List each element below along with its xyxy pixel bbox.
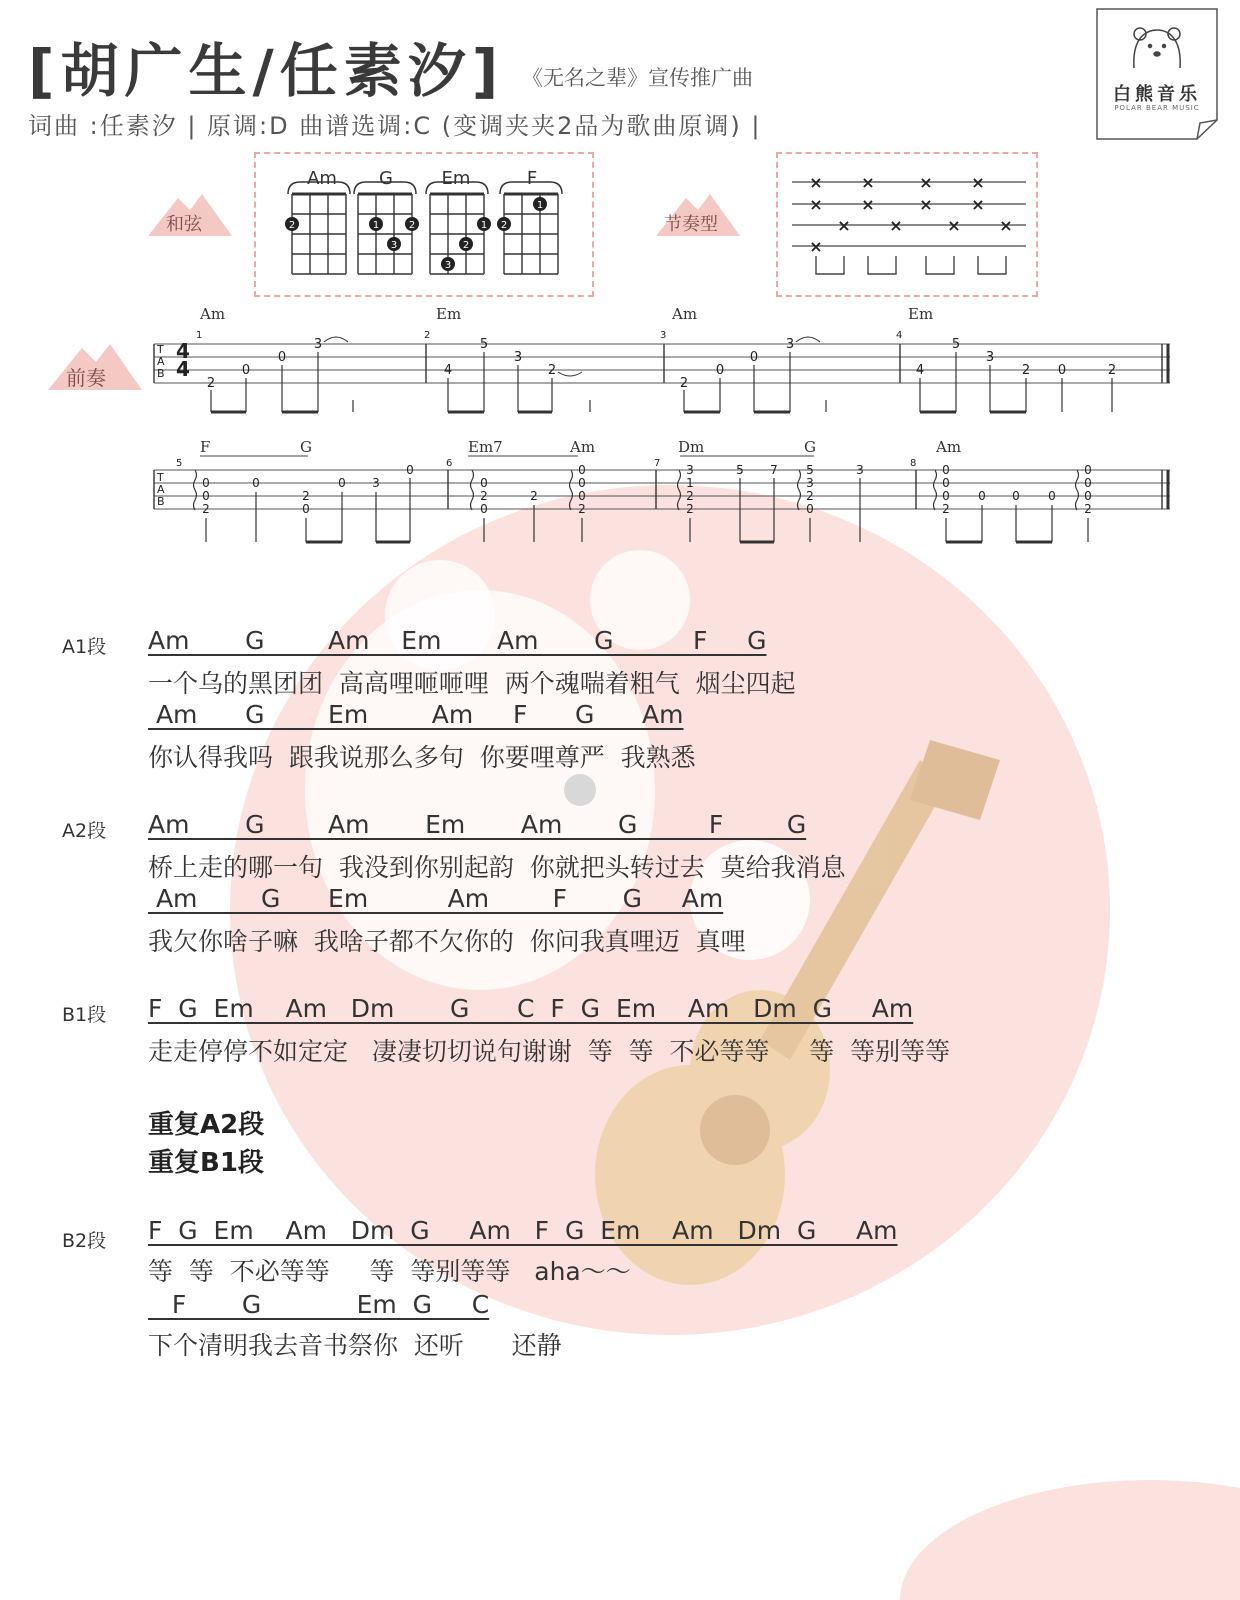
lyric-line: 走走停停不如定定 凄凄切切说句谢谢 等 等 不必等等 等 等别等等 — [148, 1037, 951, 1066]
song-info: 词曲 :任素汐 | 原调:D 曲谱选调:C (变调夹夹2品为歌曲原调) | — [28, 112, 762, 140]
svg-text:2: 2 — [1021, 363, 1031, 378]
section-label-b1: B1段 — [62, 1004, 107, 1026]
svg-text:3: 3 — [785, 337, 795, 352]
chord-line: Am G Am Em Am G F G — [148, 810, 807, 839]
svg-text:2: 2 — [686, 502, 694, 516]
svg-text:3: 3 — [806, 476, 814, 490]
chord-name-em: Em — [441, 168, 471, 189]
svg-text:2: 2 — [480, 489, 488, 503]
svg-text:×: × — [919, 195, 933, 214]
svg-text:3: 3 — [390, 240, 398, 251]
svg-text:×: × — [861, 173, 875, 192]
svg-text:0: 0 — [338, 476, 346, 490]
chord-line: F G Em G C — [148, 1290, 490, 1319]
svg-text:0: 0 — [942, 463, 950, 477]
svg-text:0: 0 — [578, 463, 586, 477]
svg-text:5: 5 — [951, 337, 961, 352]
svg-text:2: 2 — [302, 489, 310, 503]
measure-number: 6 — [446, 458, 453, 469]
svg-text:0: 0 — [252, 476, 260, 490]
measure-number: 3 — [660, 330, 667, 341]
svg-text:3: 3 — [372, 476, 380, 490]
svg-text:0: 0 — [277, 350, 287, 365]
chord-name-f: F — [526, 168, 538, 189]
svg-text:1: 1 — [372, 220, 380, 231]
svg-text:0: 0 — [1084, 476, 1092, 490]
svg-text:0: 0 — [1048, 489, 1056, 503]
svg-text:0: 0 — [978, 489, 986, 503]
lyric-line: 一个乌的黑团团 高高哩咂咂哩 两个魂喘着粗气 烟尘四起 — [148, 669, 796, 698]
svg-text:0: 0 — [578, 489, 586, 503]
svg-text:×: × — [971, 173, 985, 192]
svg-text:×: × — [999, 216, 1013, 235]
measure-number: 2 — [424, 330, 431, 341]
svg-text:2: 2 — [500, 220, 508, 231]
lyric-line: 我欠你啥子嘛 我啥子都不欠你的 你问我真哩迈 真哩 — [148, 927, 746, 956]
chord-grid — [497, 182, 562, 274]
tab-chord-label: G — [300, 438, 312, 456]
logo-name: 白熊音乐 — [1113, 84, 1201, 105]
svg-text:0: 0 — [749, 350, 759, 365]
svg-text:3: 3 — [444, 260, 452, 271]
measure-number: 8 — [910, 458, 917, 469]
svg-text:3: 3 — [856, 463, 864, 477]
svg-text:2: 2 — [679, 376, 689, 391]
svg-text:3: 3 — [513, 350, 523, 365]
svg-text:0: 0 — [480, 476, 488, 490]
chord-line: Am G Em Am F G Am — [148, 884, 724, 913]
measure-number: 4 — [896, 330, 903, 341]
svg-text:0: 0 — [241, 363, 251, 378]
logo-subtitle: POLAR BEAR MUSIC — [1114, 104, 1200, 112]
svg-text:2: 2 — [942, 502, 950, 516]
svg-text:×: × — [809, 195, 823, 214]
measure-number: 1 — [196, 330, 203, 341]
svg-text:3: 3 — [313, 337, 323, 352]
svg-text:5: 5 — [479, 337, 489, 352]
svg-text:0: 0 — [202, 489, 210, 503]
intro-label: 前奏 — [66, 366, 106, 390]
svg-text:3: 3 — [985, 350, 995, 365]
measure-number: 5 — [176, 458, 183, 469]
chord-line: Am G Em Am F G Am — [148, 700, 684, 729]
svg-text:4: 4 — [443, 363, 453, 378]
svg-text:2: 2 — [288, 220, 296, 231]
tab-letters: T A B — [157, 343, 165, 380]
svg-text:2: 2 — [578, 502, 586, 516]
svg-text:×: × — [809, 237, 823, 256]
svg-text:0: 0 — [1012, 489, 1020, 503]
svg-text:1: 1 — [480, 220, 488, 231]
svg-text:2: 2 — [408, 220, 416, 231]
section-label-a2: A2段 — [62, 820, 107, 842]
svg-text:0: 0 — [806, 502, 814, 516]
svg-text:2: 2 — [206, 376, 216, 391]
tab-chord-label: F — [200, 438, 211, 456]
svg-text:5: 5 — [736, 463, 744, 477]
chord-grid — [285, 182, 350, 274]
tab-chord-label: Em — [436, 305, 462, 323]
chord-line: F G Em Am Dm G C F G Em Am Dm G Am — [148, 994, 914, 1023]
time-signature: 4 4 — [176, 339, 190, 381]
chord-grid — [426, 182, 491, 274]
svg-text:2: 2 — [530, 489, 538, 503]
chord-name-am: Am — [307, 168, 337, 189]
song-subtitle: 《无名之辈》宣传推广曲 — [522, 66, 753, 90]
svg-text:7: 7 — [770, 463, 778, 477]
chord-name-g: G — [379, 168, 393, 189]
lyric-line: 你认得我吗 跟我说那么多句 你要哩尊严 我熟悉 — [148, 743, 696, 772]
svg-text:5: 5 — [806, 463, 814, 477]
svg-text:3: 3 — [686, 463, 694, 477]
svg-text:0: 0 — [302, 502, 310, 516]
tab-staff-row-1 — [150, 300, 1180, 420]
svg-text:2: 2 — [462, 240, 470, 251]
rhythm-pattern — [776, 152, 1038, 297]
svg-text:0: 0 — [202, 476, 210, 490]
svg-text:×: × — [971, 195, 985, 214]
logo-box — [1096, 8, 1218, 140]
measure-number: 7 — [654, 458, 661, 469]
tab-chord-label: Am — [672, 305, 698, 323]
svg-text:2: 2 — [202, 502, 210, 516]
svg-text:0: 0 — [942, 489, 950, 503]
svg-text:0: 0 — [715, 363, 725, 378]
svg-text:×: × — [861, 195, 875, 214]
song-title: [胡广生/任素汐] — [28, 37, 505, 105]
svg-text:0: 0 — [1057, 363, 1067, 378]
tab-chord-label: G — [804, 438, 816, 456]
tab-chord-label: Am — [570, 438, 596, 456]
svg-text:2: 2 — [547, 363, 557, 378]
lyric-line: 等 等 不必等等 等 等别等等 aha～～ — [148, 1257, 631, 1286]
svg-text:0: 0 — [1084, 489, 1092, 503]
tab-chord-label: Am — [936, 438, 962, 456]
svg-text:4: 4 — [915, 363, 925, 378]
svg-text:2: 2 — [806, 489, 814, 503]
tab-chord-label: Dm — [678, 438, 705, 456]
chord-grid — [354, 182, 419, 274]
chord-line: Am G Am Em Am G F G — [148, 626, 767, 655]
svg-text:0: 0 — [406, 463, 414, 477]
svg-text:1: 1 — [686, 476, 694, 490]
svg-text:1: 1 — [536, 200, 544, 211]
chord-line: F G Em Am Dm G Am F G Em Am Dm G Am — [148, 1216, 898, 1245]
svg-text:×: × — [947, 216, 961, 235]
svg-text:2: 2 — [1084, 502, 1092, 516]
svg-text:×: × — [889, 216, 903, 235]
section-label-a1: A1段 — [62, 636, 107, 658]
lyric-line: 下个清明我去音书祭你 还听 还静 — [148, 1331, 562, 1360]
svg-text:0: 0 — [480, 502, 488, 516]
svg-text:×: × — [919, 173, 933, 192]
repeat-instruction: 重复A2段 — [148, 1110, 265, 1140]
lyric-line: 桥上走的哪一句 我没到你别起韵 你就把头转过去 莫给我消息 — [148, 853, 846, 882]
tab-chord-label: Am — [200, 305, 226, 323]
svg-text:×: × — [809, 173, 823, 192]
repeat-instruction: 重复B1段 — [148, 1148, 264, 1178]
tab-chord-label: Em7 — [468, 438, 503, 456]
svg-text:2: 2 — [686, 489, 694, 503]
chord-label: 和弦 — [166, 214, 202, 235]
rhythm-label: 节奏型 — [664, 214, 718, 235]
svg-text:2: 2 — [1107, 363, 1117, 378]
svg-text:×: × — [837, 216, 851, 235]
svg-text:0: 0 — [578, 476, 586, 490]
svg-text:0: 0 — [942, 476, 950, 490]
section-label-b2: B2段 — [62, 1230, 107, 1252]
tab-letters: T A B — [157, 471, 165, 508]
svg-text:0: 0 — [1084, 463, 1092, 477]
tab-chord-label: Em — [908, 305, 934, 323]
